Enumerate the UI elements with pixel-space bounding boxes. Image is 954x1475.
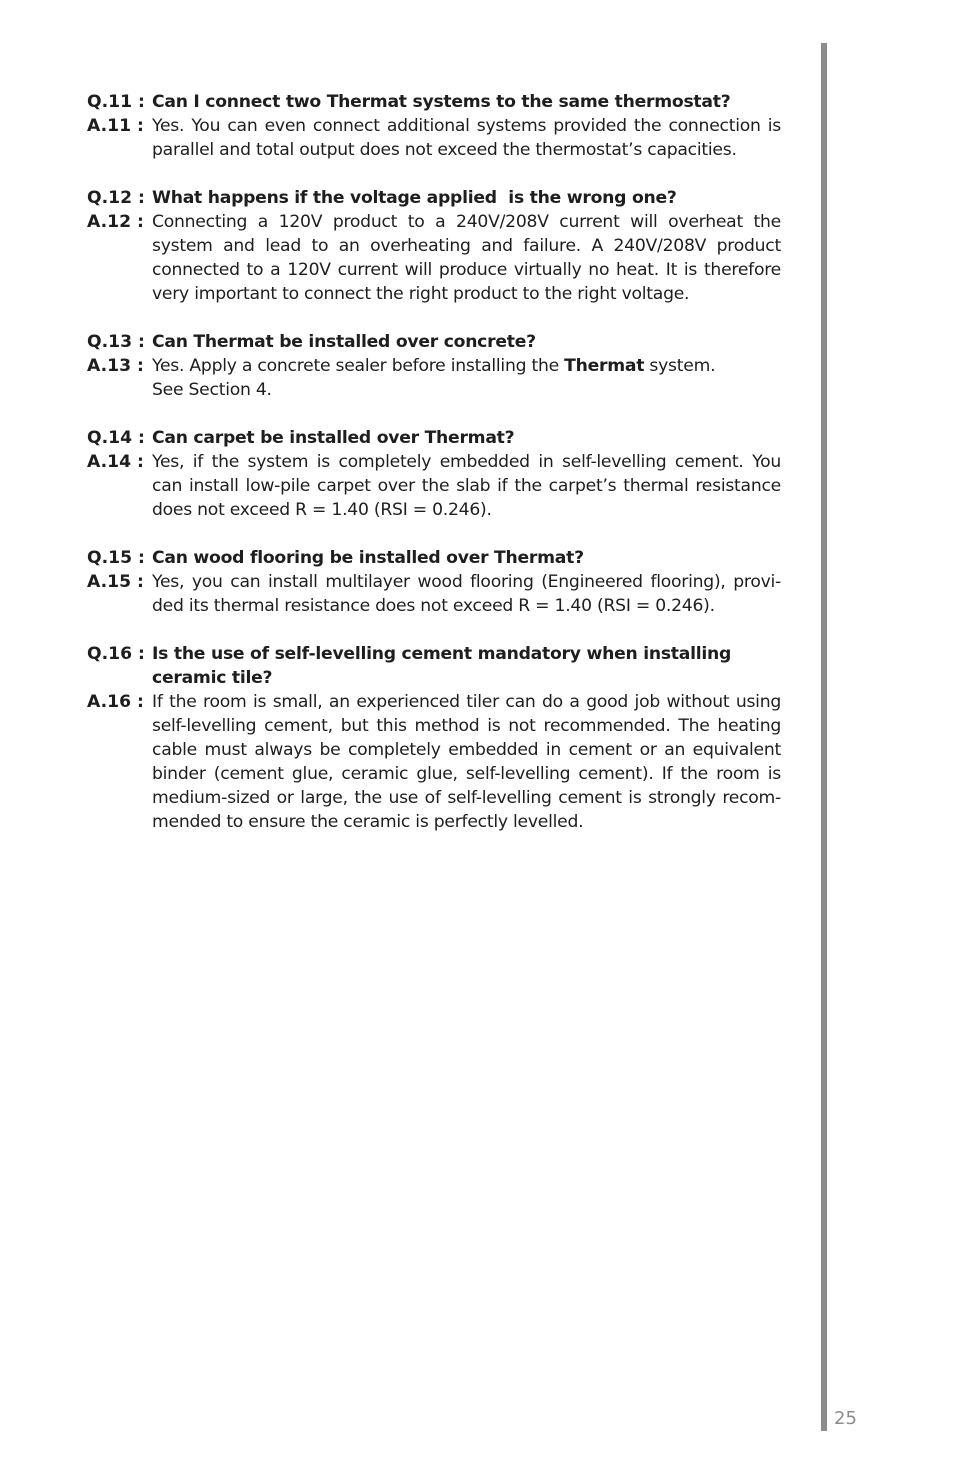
answer-label: A.11 : [87, 116, 144, 136]
question-text [152, 426, 781, 450]
answer-line: See Section 4. [152, 380, 272, 400]
page-number: 25 [834, 1408, 857, 1429]
answer-text-after: system. [644, 356, 716, 376]
question-text [152, 330, 781, 354]
answer-line: can install low-pile carpet over the slab if the carpet’s thermal resistance [152, 476, 781, 496]
answer-text [152, 210, 781, 306]
answer-line: very important to connect the right product to the right voltage. [152, 284, 690, 304]
question-text [152, 546, 781, 570]
faq-item-15 [87, 546, 781, 618]
answer-row [87, 354, 781, 402]
answer-line: self-levelling cement, but this method is not recommended. The heating [152, 716, 781, 736]
question-row [87, 426, 781, 450]
question-row [87, 186, 781, 210]
answer-label: A.15 : [87, 572, 144, 592]
answer-line: system and lead to an overheating and failure. A 240V/208V product [152, 236, 781, 256]
question-text [152, 186, 781, 210]
answer-text-before: Yes. Apply a concrete sealer before installing the [152, 356, 565, 376]
answer-label: A.16 : [87, 692, 144, 712]
question-line: What happens if the voltage applied is the wrong one? [152, 188, 677, 208]
answer-line: If the room is small, an experienced tiler can do a good job without using [152, 692, 781, 712]
question-text [152, 642, 781, 690]
answer-text [152, 114, 781, 162]
answer-line: cable must always be completely embedded in cement or an equivalent [152, 740, 781, 760]
answer-line: ded its thermal resistance does not exceed R = 1.40 (RSI = 0.246). [152, 596, 715, 616]
answer-line: binder (cement glue, ceramic glue, self-levelling cement). If the room is [152, 764, 781, 784]
question-label: Q.15 : [87, 548, 145, 568]
answer-line: Yes, you can install multilayer wood flooring (Engineered flooring), provi- [152, 572, 781, 592]
answer-line: mended to ensure the ceramic is perfectly levelled. [152, 812, 584, 832]
question-label: Q.16 : [87, 644, 145, 664]
answer-line [152, 354, 781, 378]
question-row [87, 330, 781, 354]
answer-text [152, 690, 781, 834]
answer-line: Yes, if the system is completely embedded in self-levelling cement. You [152, 452, 781, 472]
question-label: Q.13 : [87, 332, 145, 352]
answer-line: Yes. You can even connect additional systems provided the connection is [152, 116, 781, 136]
product-name-bold: Thermat [564, 356, 645, 376]
question-line: Can Thermat be installed over concrete? [152, 332, 536, 352]
faq-item-16 [87, 642, 781, 834]
answer-row [87, 570, 781, 618]
faq-content [87, 90, 781, 858]
question-line: ceramic tile? [152, 668, 273, 688]
answer-label: A.14 : [87, 452, 144, 472]
faq-item-13 [87, 330, 781, 402]
answer-line: medium-sized or large, the use of self-levelling cement is strongly recom- [152, 788, 781, 808]
question-label: Q.11 : [87, 92, 145, 112]
faq-item-14 [87, 426, 781, 522]
question-row [87, 642, 781, 690]
faq-item-12 [87, 186, 781, 306]
answer-row [87, 690, 781, 834]
question-label: Q.14 : [87, 428, 145, 448]
answer-label: A.13 : [87, 356, 144, 376]
answer-line: connected to a 120V current will produce virtually no heat. It is therefore [152, 260, 781, 280]
faq-item-11 [87, 90, 781, 162]
answer-text [152, 570, 781, 618]
question-line: Can wood flooring be installed over Thermat? [152, 548, 584, 568]
answer-row [87, 450, 781, 522]
question-line: Is the use of self-levelling cement mandatory when installing [152, 644, 732, 664]
page-side-bar [821, 43, 827, 1431]
answer-row [87, 210, 781, 306]
answer-line: parallel and total output does not exceed the thermostat’s capacities. [152, 140, 737, 160]
answer-line: does not exceed R = 1.40 (RSI = 0.246). [152, 500, 492, 520]
question-text [152, 90, 781, 114]
question-line: Can carpet be installed over Thermat? [152, 428, 515, 448]
question-label: Q.12 : [87, 188, 145, 208]
question-row [87, 546, 781, 570]
answer-label: A.12 : [87, 212, 144, 232]
answer-line: Connecting a 120V product to a 240V/208V current will overheat the [152, 212, 781, 232]
answer-text [152, 354, 781, 402]
answer-row [87, 114, 781, 162]
answer-text [152, 450, 781, 522]
question-line: Can I connect two Thermat systems to the same thermostat? [152, 92, 731, 112]
question-row [87, 90, 781, 114]
